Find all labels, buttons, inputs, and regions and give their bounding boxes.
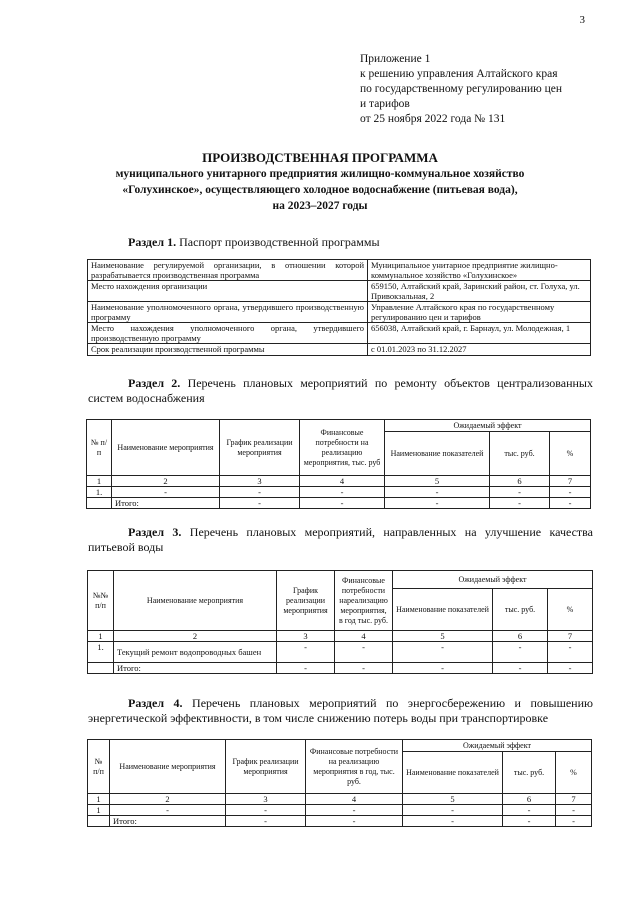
passport-name: Место нахождения организации <box>88 281 368 302</box>
header-name: Наименование мероприятия <box>112 420 220 476</box>
passport-name: Наименование уполномоченного органа, утвердившего производственную программу <box>88 302 368 323</box>
appendix-line: по государственному регулированию цен <box>360 83 563 95</box>
table-cell: - <box>548 663 593 674</box>
title-line-3: «Голухинское», осуществляющего холодное водоснабжение (питьевая вода), <box>122 184 518 196</box>
table-cell: - <box>548 642 593 663</box>
passport-value: 659150, Алтайский край, Заринский район, ст. Голуха, ул. Привокзальная, 2 <box>368 281 591 302</box>
header-num: №№ п/п <box>88 571 114 631</box>
table-cell: - <box>220 498 300 509</box>
column-number: 4 <box>335 631 393 642</box>
header-percent: % <box>550 432 591 476</box>
table-cell: - <box>550 487 591 498</box>
total-row <box>87 498 591 509</box>
table-cell: - <box>556 816 592 827</box>
table-cell: - <box>493 642 548 663</box>
table-row <box>88 323 591 344</box>
section4-title: Перечень плановых мероприятий по энергосбережению и повышению энергетической эффективности, в том числе снижению потерь воды при транспортировке <box>88 696 593 725</box>
column-number: 7 <box>556 794 592 805</box>
section3-table <box>87 570 593 674</box>
section4-table <box>87 739 592 827</box>
table-cell: - <box>393 663 493 674</box>
passport-value: 656038, Алтайский край, г. Барнаул, ул. Молодежная, 1 <box>368 323 591 344</box>
column-number: 7 <box>548 631 593 642</box>
column-number: 4 <box>300 476 385 487</box>
table-cell: - <box>393 642 493 663</box>
table-row <box>88 344 591 356</box>
table-cell: - <box>112 487 220 498</box>
passport-value: с 01.01.2023 по 31.12.2027 <box>368 344 591 356</box>
passport-name: Место нахождения уполномоченного органа, утвердившего производственную программу <box>88 323 368 344</box>
column-number: 5 <box>403 794 503 805</box>
appendix-note <box>360 52 610 127</box>
table-row <box>88 302 591 323</box>
header-thousand: тыс. руб. <box>503 752 556 794</box>
table-cell: - <box>385 487 490 498</box>
table-cell: - <box>110 805 226 816</box>
table-cell <box>88 663 114 674</box>
section3-heading <box>88 525 593 555</box>
header-name: Наименование мероприятия <box>110 740 226 794</box>
table-cell: - <box>300 498 385 509</box>
section2-label: Раздел 2. <box>128 376 181 390</box>
table-cell: 1 <box>88 805 110 816</box>
table-cell: 1. <box>87 487 112 498</box>
total-row <box>88 816 592 827</box>
header-percent: % <box>548 589 593 631</box>
column-number: 1 <box>88 794 110 805</box>
table-cell: - <box>306 805 403 816</box>
passport-name: Наименование регулируемой организации, в отношении которой разрабатывается производственная программа <box>88 260 368 281</box>
table-cell: - <box>226 816 306 827</box>
header-finance: Финансовые потребности на реализацию мероприятия в год, тыс. руб. <box>306 740 403 794</box>
column-number: 4 <box>306 794 403 805</box>
table-cell: - <box>503 816 556 827</box>
table-row <box>87 487 591 498</box>
table-cell: - <box>335 663 393 674</box>
column-number: 2 <box>114 631 277 642</box>
title-line-4: на 2023–2027 годы <box>272 200 368 212</box>
section4-heading <box>88 696 593 726</box>
section1-title: Паспорт производственной программы <box>179 235 380 249</box>
total-label: Итого: <box>110 816 226 827</box>
table-cell: - <box>490 498 550 509</box>
passport-name: Срок реализации производственной программы <box>88 344 368 356</box>
table-row <box>88 805 592 816</box>
header-indicator: Наименование показателей <box>403 752 503 794</box>
header-effect: Ожидаемый эффект <box>385 420 591 432</box>
page-number: 3 <box>579 14 585 26</box>
table-cell: - <box>490 487 550 498</box>
column-number-row <box>87 476 591 487</box>
table-cell: - <box>220 487 300 498</box>
header-percent: % <box>556 752 592 794</box>
column-number: 3 <box>226 794 306 805</box>
column-number: 5 <box>393 631 493 642</box>
table-cell: - <box>403 816 503 827</box>
header-schedule: График реализации мероприятия <box>226 740 306 794</box>
header-thousand: тыс. руб. <box>490 432 550 476</box>
column-number: 2 <box>110 794 226 805</box>
section2-title: Перечень плановых мероприятий по ремонту объектов централизованных систем водоснабжения <box>88 376 593 405</box>
header-indicator: Наименование показателей <box>385 432 490 476</box>
table-cell: - <box>556 805 592 816</box>
table-cell: - <box>550 498 591 509</box>
document-title <box>40 150 600 214</box>
total-label: Итого: <box>112 498 220 509</box>
column-number: 3 <box>277 631 335 642</box>
section3-label: Раздел 3. <box>128 525 182 539</box>
header-thousand: тыс. руб. <box>493 589 548 631</box>
table-cell: - <box>385 498 490 509</box>
section4-label: Раздел 4. <box>128 696 183 710</box>
table-cell: - <box>503 805 556 816</box>
table-cell <box>88 816 110 827</box>
table-cell: - <box>306 816 403 827</box>
header-effect: Ожидаемый эффект <box>403 740 592 752</box>
table-cell: - <box>226 805 306 816</box>
column-number: 6 <box>490 476 550 487</box>
table-cell: - <box>493 663 548 674</box>
table-cell: - <box>277 663 335 674</box>
header-schedule: График реализации мероприятия <box>277 571 335 631</box>
column-number-row <box>88 794 592 805</box>
header-finance: Финансовые потребности нареализацию мероприятия, в год тыс. руб. <box>335 571 393 631</box>
section2-heading <box>88 376 593 406</box>
table-cell: Текущий ремонт водопроводных башен <box>114 642 277 663</box>
table-row <box>88 260 591 281</box>
section2-table <box>86 419 591 509</box>
section1-heading <box>128 235 598 250</box>
header-indicator: Наименование показателей <box>393 589 493 631</box>
header-num: № п/п <box>87 420 112 476</box>
header-num: № п/п <box>88 740 110 794</box>
title-line-2: муниципального унитарного предприятия жилищно-коммунальное хозяйство <box>115 168 525 180</box>
section1-label: Раздел 1. <box>128 235 177 249</box>
column-number-row <box>88 631 593 642</box>
header-effect: Ожидаемый эффект <box>393 571 593 589</box>
total-row <box>88 663 593 674</box>
table-cell: 1. <box>88 642 114 663</box>
passport-table <box>87 259 591 356</box>
passport-value: Муниципальное унитарное предприятие жилищно-коммунальное хозяйство «Голухинское» <box>368 260 591 281</box>
header-finance: Финансовые потребности на реализацию мероприятия, тыс. руб <box>300 420 385 476</box>
total-label: Итого: <box>114 663 277 674</box>
title-line-1: ПРОИЗВОДСТВЕННАЯ ПРОГРАММА <box>202 150 438 165</box>
table-cell <box>87 498 112 509</box>
column-number: 5 <box>385 476 490 487</box>
column-number: 1 <box>87 476 112 487</box>
table-cell: - <box>403 805 503 816</box>
table-row <box>88 281 591 302</box>
column-number: 7 <box>550 476 591 487</box>
appendix-line: от 25 ноября 2022 года № 131 <box>360 113 506 125</box>
column-number: 2 <box>112 476 220 487</box>
column-number: 1 <box>88 631 114 642</box>
section3-title: Перечень плановых мероприятий, направленных на улучшение качества питьевой воды <box>88 525 594 554</box>
table-cell: - <box>300 487 385 498</box>
header-schedule: График реализации мероприятия <box>220 420 300 476</box>
passport-value: Управление Алтайского края по государственному регулированию цен и тарифов <box>368 302 591 323</box>
column-number: 6 <box>503 794 556 805</box>
appendix-line: и тарифов <box>360 98 410 110</box>
column-number: 6 <box>493 631 548 642</box>
column-number: 3 <box>220 476 300 487</box>
header-name: Наименование мероприятия <box>114 571 277 631</box>
table-cell: - <box>277 642 335 663</box>
table-row <box>88 642 593 663</box>
table-cell: - <box>335 642 393 663</box>
appendix-line: Приложение 1 <box>360 53 431 65</box>
appendix-line: к решению управления Алтайского края <box>360 68 558 80</box>
